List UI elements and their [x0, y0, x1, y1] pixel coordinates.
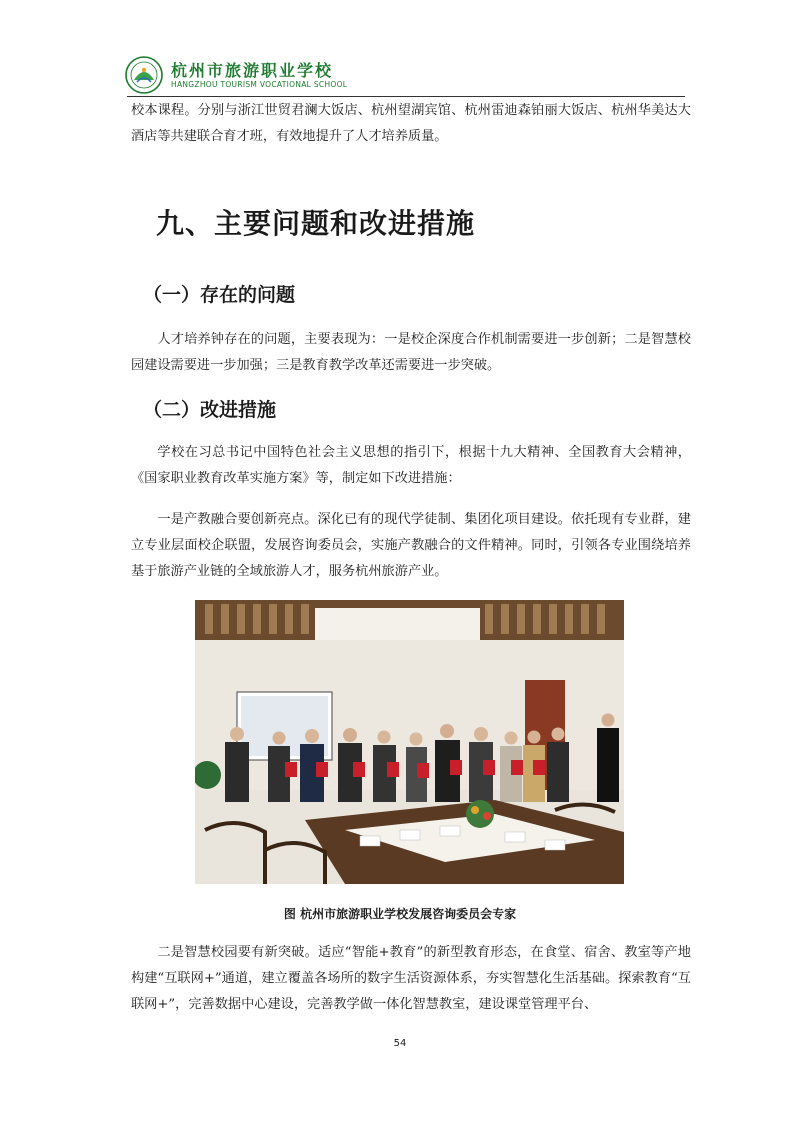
paragraph-problems: 人才培养钟存在的问题，主要表现为：一是校企深度合作机制需要进一步创新；二是智慧校园建设需要进一步加强；三是教育教学改革还需要进一步突破。: [131, 332, 691, 373]
paragraph-first-measure: 一是产教融合要创新亮点。深化已有的现代学徒制、集团化项目建设。依托现有专业群，建立专业层面校企联盟，发展咨询委员会，实施产教融合的文件精神。同时，引领各专业围绕培养基于旅游产业链的全域旅游人才，服务杭州旅游产业。: [131, 512, 691, 579]
page-number: 54: [393, 1038, 407, 1049]
section-heading: 九、主要问题和改进措施: [156, 207, 476, 240]
subsection-heading-measures: （二）改进措施: [143, 399, 277, 421]
school-name-en: HANGZHOU TOURISM VOCATIONAL SCHOOL: [171, 80, 348, 89]
school-logo: [125, 56, 163, 94]
paragraph-guidance: 学校在习总书记中国特色社会主义思想的指引下，根据十九大精神、全国教育大会精神，《国家职业教育改革实施方案》等，制定如下改进措施：: [131, 445, 691, 486]
page-header: [125, 56, 685, 96]
paragraph-second-measure: 二是智慧校园要有新突破。适应“智能+教育”的新型教育形态，在食堂、宿舍、教室等产地构建“互联网+”通道，建立覆盖各场所的数字生活资源体系，夯实智慧化生活基础。探索教育“互联网+”，完善数据中心建设，完善教学做一体化智慧教室，建设课堂管理平台、: [131, 945, 691, 1012]
school-name-cn: 杭州市旅游职业学校: [171, 61, 334, 80]
figure-caption: 图 杭州市旅游职业学校发展咨询委员会专家: [283, 907, 517, 921]
subsection-heading-problems: （一）存在的问题: [143, 284, 296, 306]
header-divider: [127, 96, 685, 97]
paragraph-continuation: 校本课程。分别与浙江世贸君澜大饭店、杭州望湖宾馆、杭州雷迪森铂丽大饭店、杭州华美达大酒店等共建联合育才班，有效地提升了人才培养质量。: [131, 103, 691, 144]
group-photo: [195, 600, 624, 884]
